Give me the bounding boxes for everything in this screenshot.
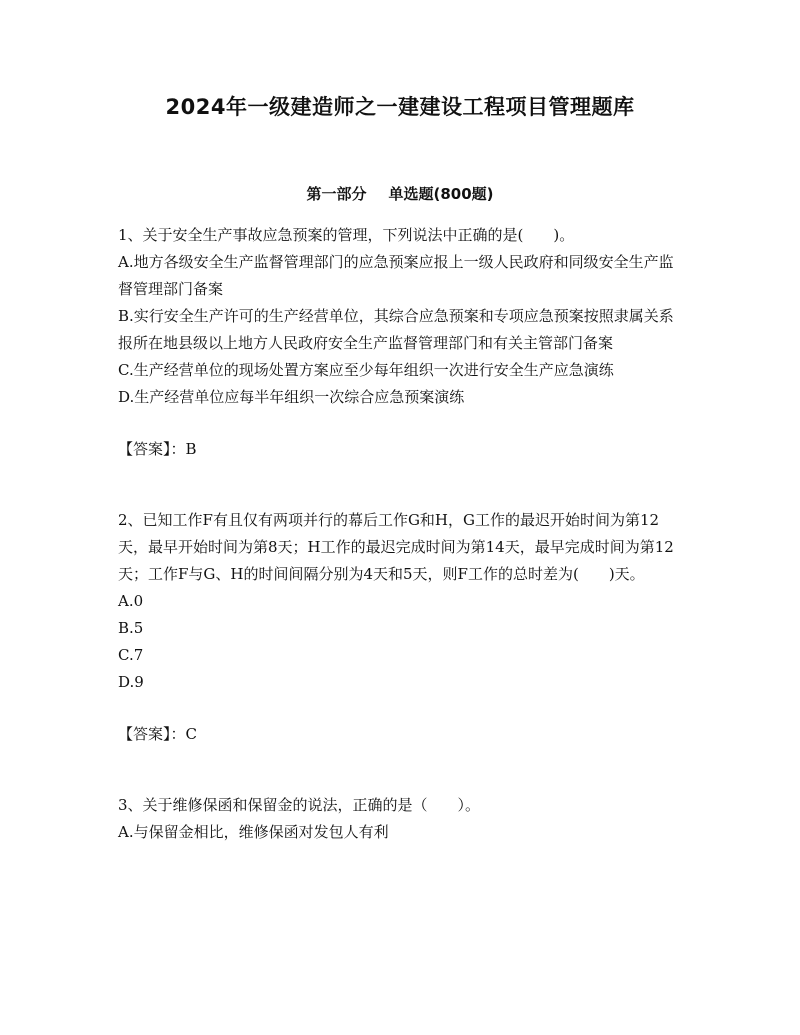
section-name: 单选题(800题) xyxy=(388,185,494,203)
question-2 xyxy=(118,507,683,748)
option-d: D.生产经营单位应每半年组织一次综合应急预案演练 xyxy=(118,388,465,406)
question-stem: 3、关于维修保函和保留金的说法，正确的是（ ）。 xyxy=(118,796,481,814)
question-3 xyxy=(118,792,683,846)
question-1 xyxy=(118,222,683,463)
option-c: C.7 xyxy=(118,646,144,664)
question-stem: 2、已知工作F有且仅有两项并行的幕后工作G和H，G工作的最迟开始时间为第12天，最早开始时间为第8天；H工作的最迟完成时间为第14天，最早完成时间为第12天；工作F与G、H的时间间隔分别为4天和5天，则F工作的总时差为( )天。 xyxy=(118,511,674,583)
option-a: A.0 xyxy=(118,592,144,610)
question-stem: 1、关于安全生产事故应急预案的管理，下列说法中正确的是( )。 xyxy=(118,226,575,244)
answer: 【答案】：C xyxy=(118,725,197,743)
option-c: C.生产经营单位的现场处置方案应至少每年组织一次进行安全生产应急演练 xyxy=(118,361,614,379)
option-b: B.实行安全生产许可的生产经营单位，其综合应急预案和专项应急预案按照隶属关系报所在地县级以上地方人民政府安全生产监督管理部门和有关主管部门备案 xyxy=(118,307,674,352)
option-a: A.地方各级安全生产监督管理部门的应急预案应报上一级人民政府和同级安全生产监督管理部门备案 xyxy=(118,253,674,298)
section-part: 第一部分 xyxy=(306,185,367,203)
document-title: 2024年一级建造师之一建建设工程项目管理题库 xyxy=(165,95,635,119)
answer: 【答案】：B xyxy=(118,440,197,458)
option-a: A.与保留金相比，维修保函对发包人有利 xyxy=(118,823,389,841)
option-d: D.9 xyxy=(118,673,144,691)
question-list xyxy=(118,222,683,846)
option-b: B.5 xyxy=(118,619,144,637)
section-heading xyxy=(0,181,800,207)
